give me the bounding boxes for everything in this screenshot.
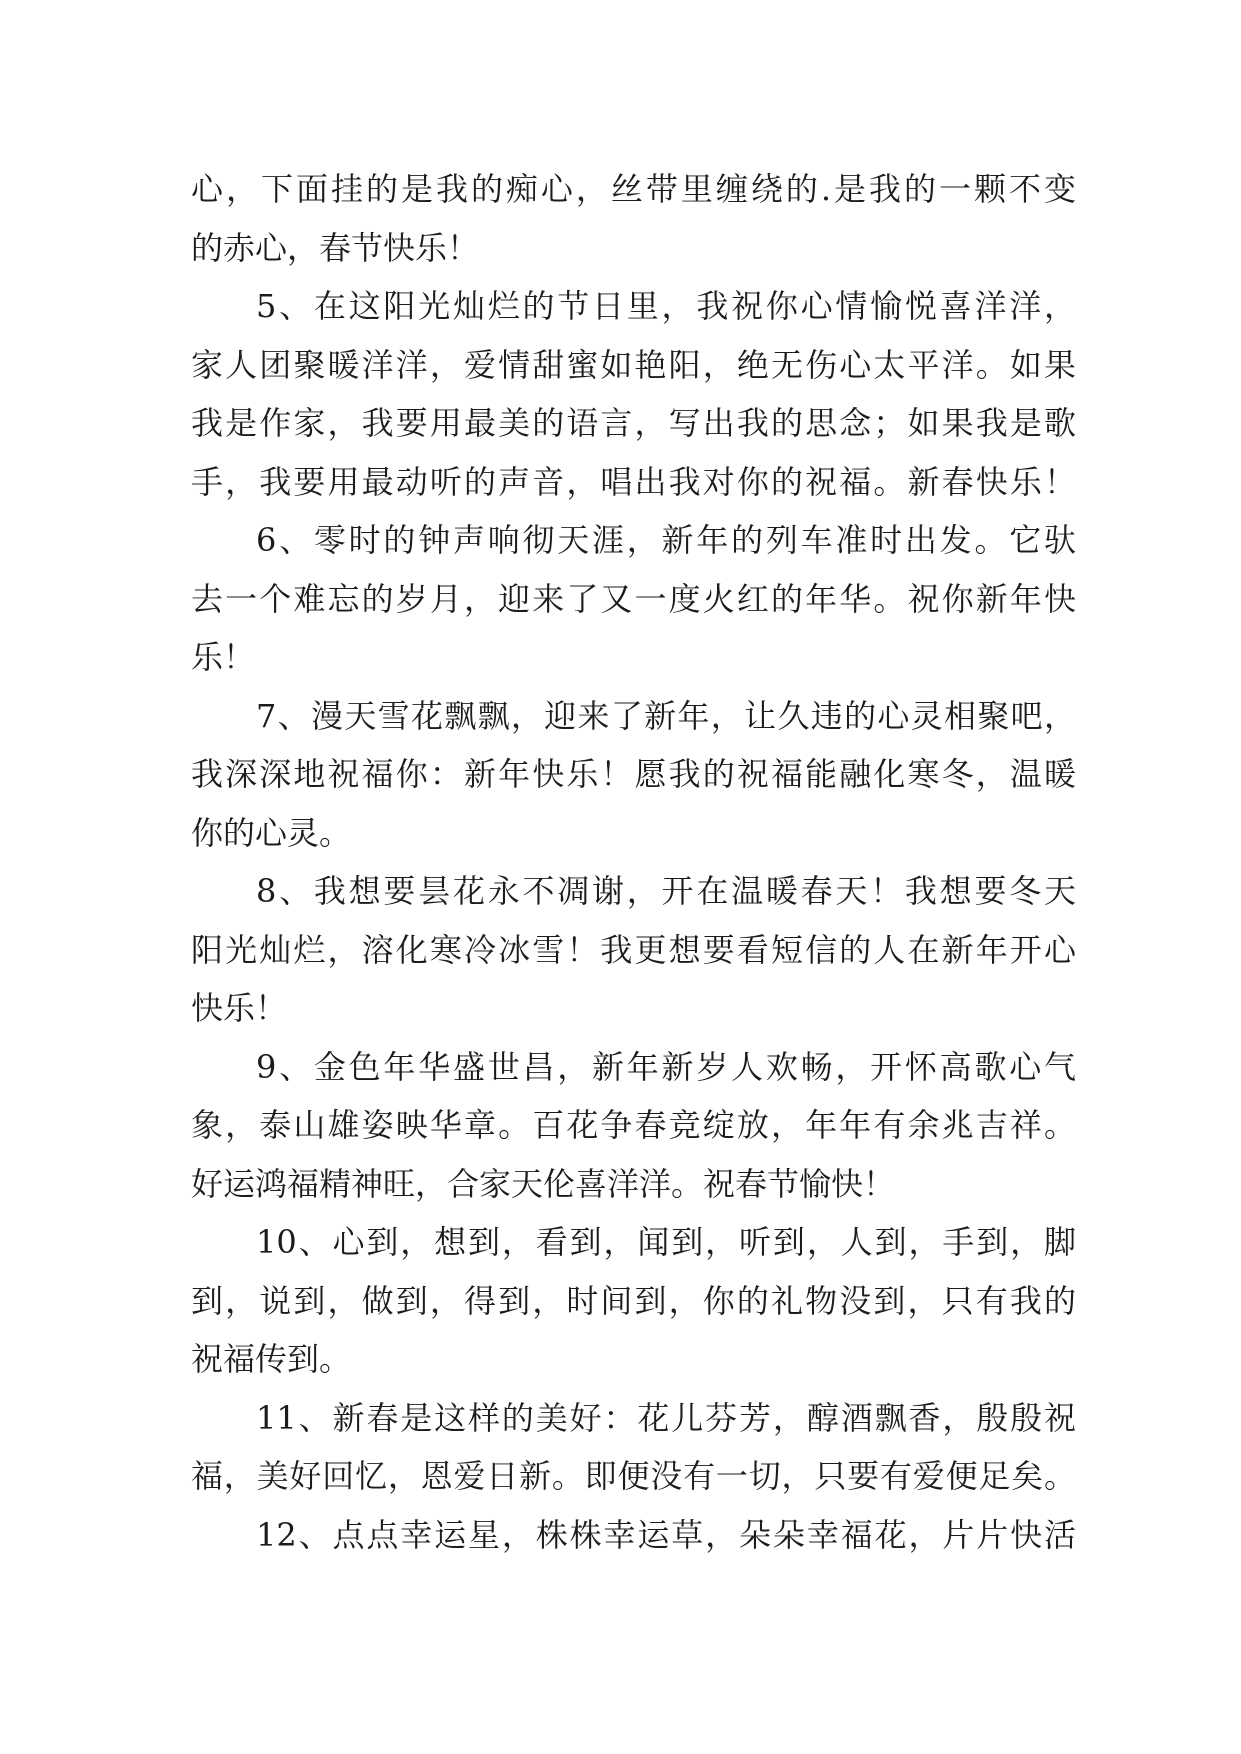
- text-line: 6、零时的钟声响彻天涯，新年的列车准时出发。它驮: [256, 521, 1076, 559]
- text-line: 11、新春是这样的美好：花儿芬芳，醇酒飘香，殷殷祝: [256, 1398, 1076, 1437]
- text-line: 心，下面挂的是我的痴心，丝带里缠绕的.是我的一颗不变: [191, 170, 1076, 208]
- paragraph-item-10: [191, 1213, 1076, 1389]
- text-line: 乐！: [191, 638, 256, 676]
- text-line: 10、心到，想到，看到，闻到，听到，人到，手到，脚: [256, 1223, 1076, 1261]
- text-line: 好运鸿福精神旺，合家天伦喜洋洋。祝春节愉快！: [191, 1164, 896, 1203]
- text-line: 我是作家，我要用最美的语言，写出我的思念；如果我是歌: [191, 404, 1076, 442]
- text-line: 8、我想要昙花永不凋谢，开在温暖春天！我想要冬天: [256, 872, 1076, 910]
- text-line: 去一个难忘的岁月，迎来了又一度火红的年华。祝你新年快: [191, 579, 1076, 618]
- paragraph-item-8: [191, 862, 1076, 1038]
- text-line: 象，泰山雄姿映华章。百花争春竞绽放，年年有余兆吉祥。: [191, 1106, 1076, 1144]
- text-line: 12、点点幸运星，株株幸运草，朵朵幸福花，片片快活: [256, 1515, 1076, 1554]
- text-line: 阳光灿烂，溶化寒冷冰雪！我更想要看短信的人在新年开心: [191, 930, 1076, 969]
- text-line: 福，美好回忆，恩爱日新。即便没有一切，只要有爱便足矣。: [191, 1457, 1076, 1495]
- text-line: 家人团聚暖洋洋，爱情甜蜜如艳阳，绝无伤心太平洋。如果: [191, 345, 1076, 384]
- text-line: 快乐！: [191, 989, 288, 1027]
- paragraph-item-9: [191, 1038, 1076, 1214]
- document-body: [191, 160, 1076, 1564]
- text-line: 手，我要用最动听的声音，唱出我对你的祝福。新春快乐！: [191, 462, 1076, 501]
- text-line: 5、在这阳光灿烂的节日里，我祝你心情愉悦喜洋洋，: [256, 287, 1076, 325]
- paragraph-item-11: [191, 1389, 1076, 1506]
- text-line: 9、金色年华盛世昌，新年新岁人欢畅，开怀高歌心气: [256, 1047, 1076, 1086]
- paragraph-item-6: [191, 511, 1076, 687]
- text-line: 你的心灵。: [191, 813, 352, 852]
- text-line: 7、漫天雪花飘飘，迎来了新年，让久违的心灵相聚吧，: [256, 696, 1076, 735]
- text-line: 的赤心，春节快乐！: [191, 228, 480, 267]
- paragraph-item-7: [191, 687, 1076, 863]
- text-line: 祝福传到。: [191, 1340, 352, 1378]
- paragraph-item-12: [191, 1506, 1076, 1565]
- paragraph-item-5: [191, 277, 1076, 511]
- text-line: 到，说到，做到，得到，时间到，你的礼物没到，只有我的: [191, 1281, 1076, 1320]
- text-line: 我深深地祝福你：新年快乐！愿我的祝福能融化寒冬，温暖: [191, 755, 1076, 793]
- paragraph-continued: [191, 160, 1076, 277]
